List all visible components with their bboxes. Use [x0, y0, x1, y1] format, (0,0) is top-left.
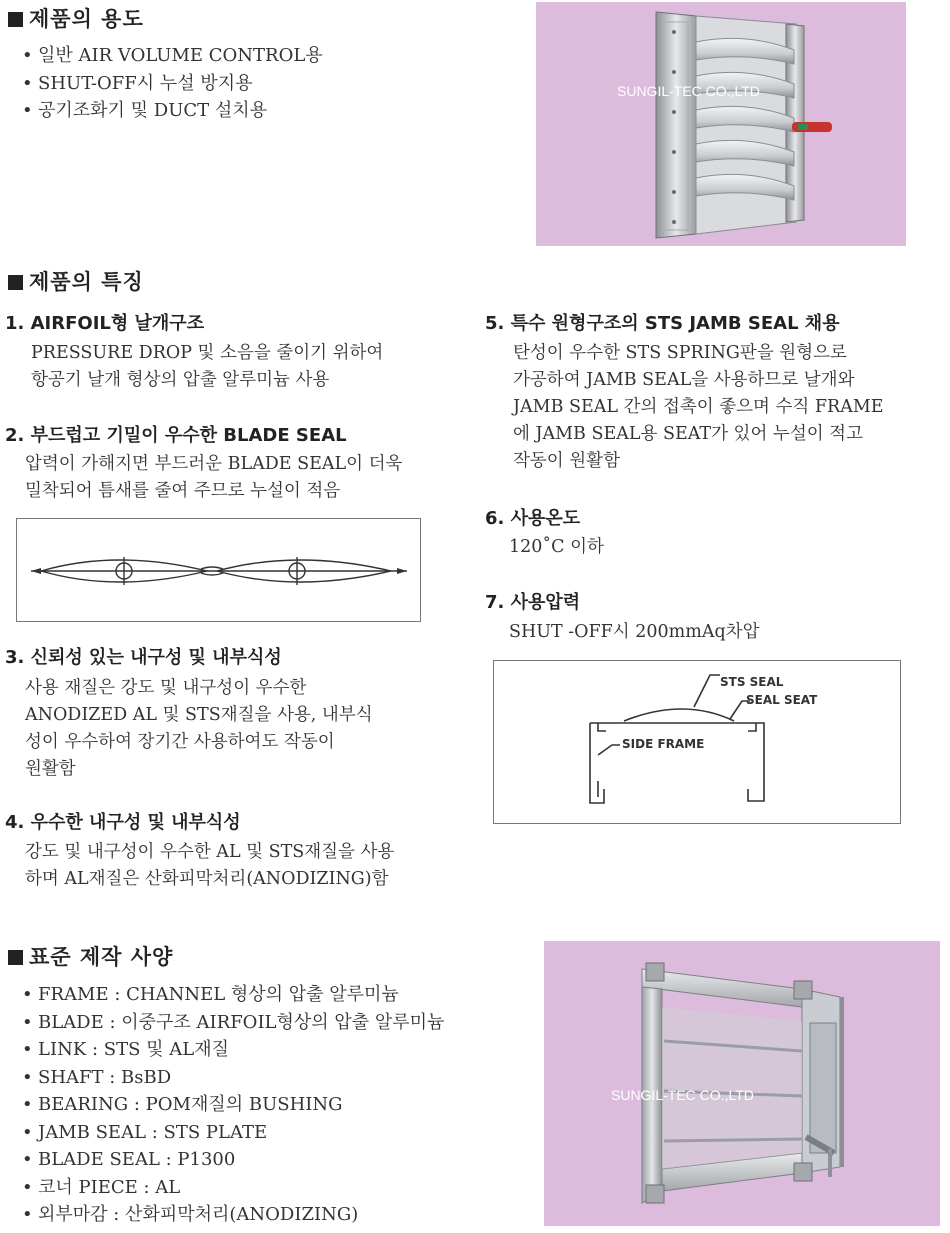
usage-list [22, 42, 323, 125]
feature-6-body: 120˚C 이하 [509, 537, 604, 557]
list-item: • JAMB SEAL : STS PLATE [22, 1119, 444, 1147]
sts-seal-label: STS SEAL [720, 675, 784, 689]
text-line: 항공기 날개 형상의 압출 알루미늄 사용 [31, 370, 330, 390]
text-line: 사용 재질은 강도 및 내구성이 우수한 [25, 678, 307, 698]
damper-illustration-top [536, 2, 906, 246]
spec-title-text: 표준 제작 사양 [29, 945, 174, 969]
text-line: 강도 및 내구성이 우수한 AL 및 STS재질을 사용 [25, 842, 395, 862]
feature-7-heading: 7. 사용압력 [485, 592, 581, 613]
damper-photo-bottom [544, 941, 940, 1226]
text-line: 압력이 가해지면 부드러운 BLADE SEAL이 더욱 [25, 454, 403, 474]
spec-section-title [8, 941, 173, 971]
square-bullet-icon [8, 950, 23, 965]
text-line: 가공하여 JAMB SEAL을 사용하므로 날개와 [513, 370, 855, 390]
feature-4-heading: 4. 우수한 내구성 및 내부식성 [5, 812, 241, 833]
text-line: 작동이 원활함 [513, 451, 620, 471]
watermark-text: SUNGIL-TEC CO.,LTD [617, 83, 760, 99]
feature-7-body: SHUT -OFF시 200mmAq차압 [509, 622, 760, 642]
jamb-seal-diagram [493, 660, 901, 824]
feature-1-heading: 1. AIRFOIL형 날개구조 [5, 313, 205, 334]
text-line: ANODIZED AL 및 STS재질을 사용, 내부식 [25, 705, 373, 725]
damper-illustration-bottom [544, 941, 940, 1226]
spec-list [22, 981, 444, 1229]
list-item: • BEARING : POM재질의 BUSHING [22, 1091, 444, 1119]
square-bullet-icon [8, 275, 23, 290]
list-item: • FRAME : CHANNEL 형상의 압출 알루미늄 [22, 981, 444, 1009]
list-item: • BLADE SEAL : P1300 [22, 1146, 444, 1174]
blade-seal-drawing [17, 519, 420, 621]
feature-1-body [31, 340, 383, 394]
square-bullet-icon [8, 12, 23, 27]
feature-5-body [513, 340, 884, 475]
text-line: 하며 AL재질은 산화피막처리(ANODIZING)함 [25, 869, 389, 889]
list-item: • 외부마감 : 산화피막처리(ANODIZING) [22, 1201, 444, 1229]
list-item: • SHAFT : BsBD [22, 1064, 444, 1092]
damper-photo-top [536, 2, 906, 246]
text-line: JAMB SEAL 간의 접촉이 좋으며 수직 FRAME [513, 397, 884, 417]
list-item: • SHUT-OFF시 누설 방지용 [22, 70, 323, 98]
text-line: 밀착되어 틈새를 줄여 주므로 누설이 적음 [25, 481, 341, 501]
feature-3-body [25, 675, 373, 783]
feature-6-heading: 6. 사용온도 [485, 508, 581, 529]
features-title-text: 제품의 특징 [29, 270, 144, 294]
feature-2-heading: 2. 부드럽고 기밀이 우수한 BLADE SEAL [5, 425, 347, 446]
text-line: 원활함 [25, 759, 76, 779]
list-item: • LINK : STS 및 AL재질 [22, 1036, 444, 1064]
watermark-text: SUNGIL-TEC CO.,LTD [611, 1087, 754, 1103]
blade-seal-diagram [16, 518, 421, 622]
text-line: 에 JAMB SEAL용 SEAT가 있어 누설이 적고 [513, 424, 863, 444]
usage-section-title [8, 3, 144, 33]
list-item: • BLADE : 이중구조 AIRFOIL형상의 압출 알루미늄 [22, 1009, 444, 1037]
text-line: PRESSURE DROP 및 소음을 줄이기 위하여 [31, 343, 384, 363]
seal-seat-label: SEAL SEAT [746, 693, 818, 707]
list-item: • 코너 PIECE : AL [22, 1174, 444, 1202]
side-frame-label: SIDE FRAME [622, 737, 705, 751]
feature-5-heading: 5. 특수 원형구조의 STS JAMB SEAL 채용 [485, 313, 840, 334]
list-item: • 공기조화기 및 DUCT 설치용 [22, 97, 323, 125]
text-line: 성이 우수하여 장기간 사용하여도 작동이 [25, 732, 335, 752]
feature-2-body [25, 451, 402, 505]
feature-4-body [25, 839, 394, 893]
list-item: • 일반 AIR VOLUME CONTROL용 [22, 42, 323, 70]
text-line: 탄성이 우수한 STS SPRING판을 원형으로 [513, 343, 847, 363]
features-section-title [8, 266, 144, 296]
usage-title-text: 제품의 용도 [29, 7, 144, 31]
feature-3-heading: 3. 신뢰성 있는 내구성 및 내부식성 [5, 647, 282, 668]
